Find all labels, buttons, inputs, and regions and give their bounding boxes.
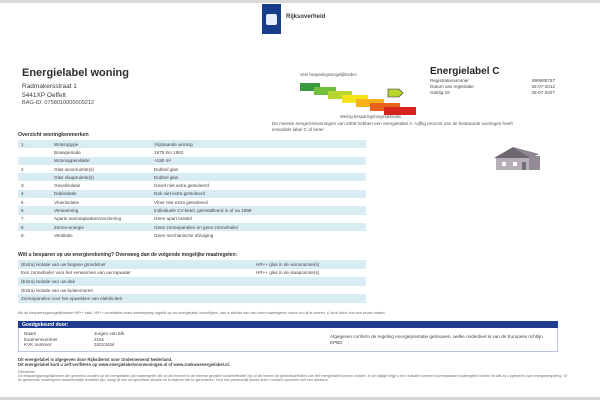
characteristic-value: Geen apart toestel	[154, 216, 192, 222]
characteristic-label: Dakisolatie	[54, 191, 77, 197]
address-line-2: 5441XP Oeffelt	[22, 92, 66, 99]
row-number: 3.	[21, 183, 25, 189]
characteristic-row	[18, 206, 366, 214]
characteristic-row	[18, 190, 366, 198]
characteristic-value: Geen mechanische afzuiging	[154, 232, 214, 238]
characteristic-value: Dubbel glas	[154, 166, 179, 172]
disclaimer	[18, 370, 568, 382]
characteristics-title: Overzicht woningkenmerken	[18, 132, 89, 138]
approver-value: 34013444	[94, 342, 115, 347]
row-number	[18, 157, 51, 165]
characteristic-label: Vloerisolatie	[54, 199, 80, 205]
characteristic-label: Glas woonruimte(s)	[54, 166, 94, 172]
improvement-note	[253, 277, 366, 286]
address-line-1: Radmakersstraat 1	[22, 83, 77, 90]
meta-value: 899985787	[532, 78, 555, 83]
row-number: 9.	[21, 232, 25, 238]
approved-title: Goedgekeurd door:	[22, 322, 69, 328]
approver-key: Examennummer	[24, 336, 58, 342]
characteristic-value: Dak niet extra geïsoleerd	[154, 191, 206, 197]
meta-value: 28-07-2027	[531, 90, 555, 96]
scale-caption-bottom: Weinig besparingsmogelijkheden	[340, 114, 402, 119]
approved-header-bar	[18, 321, 558, 328]
bag-id: BAG-ID: 0758010000009212	[22, 100, 95, 106]
house-icon	[489, 142, 545, 173]
characteristic-label: Bouwperiode	[54, 149, 81, 155]
improvement-note	[253, 286, 366, 295]
characteristic-value: Individuele CV-ketel, geïnstalleerd in of na 1998	[154, 208, 252, 214]
characteristics-table	[18, 140, 366, 240]
improvement-note: HR++ glas in de woonruimte(s)	[256, 261, 320, 267]
approver-kvk-row	[24, 342, 154, 348]
brand-name: Rijksoverheid	[286, 14, 326, 20]
improvement-measure: (Extra) isolatie van uw buitenmuren	[21, 287, 94, 293]
characteristic-value: +190 m²	[154, 158, 171, 164]
improvement-note: HR++ glas in de slaapruimte(s)	[256, 270, 320, 276]
energy-label-heading: Energielabel C	[430, 66, 500, 77]
valid-until-row	[430, 90, 555, 96]
row-number: 7.	[21, 216, 25, 222]
verify-line: Dit energielabel kunt u zelf verifiëren op www.energielabelvoorwoningen.nl of www.zoekuwenergielabel.nl.	[18, 362, 230, 367]
approver-key: Naam	[24, 331, 37, 336]
row-number	[18, 173, 51, 181]
characteristic-label: Glas slaapruimte(s)	[54, 174, 94, 180]
row-number: 4.	[21, 191, 25, 197]
characteristic-row	[18, 140, 366, 148]
characteristic-value: Vloer niet extra geïsoleerd	[154, 199, 208, 205]
improvement-row	[18, 260, 366, 269]
row-number: 1.	[21, 141, 25, 147]
improvement-row	[18, 294, 366, 303]
current-label-marker	[388, 89, 403, 97]
scan-edge-top	[0, 0, 600, 3]
approver-key: KVK nummer	[24, 342, 52, 347]
disclaimer-text: De besparingsmogelijkheden die genoemd worden op dit energielabel zijn maatregelen die op dit moment in de meeste gevallen kosteneffectief zijn of die binnen de gebiedsdefinities van het energielabel kunnen worden. In de bijlage krijgt u een indicatie hoeveel bovenstaande maatregelen kosten en wat zij u opleveren aan energiebesparing. Of de genoemde maatregelen daadwerkelijk rendabel zijn, hangt af van uw specifieke situatie en is daarom niet te garanderen. Voor een persoonlijk advies kunt u contact opnemen met een adviseur.	[18, 374, 568, 383]
characteristic-label: Woonoppervlakte	[54, 158, 90, 164]
characteristic-value: Dubbel glas	[154, 174, 179, 180]
improvement-measure: Zonnepanelen voor het opwekken van elektriciteit	[21, 296, 122, 302]
characteristic-label: Gevelisolatie	[54, 183, 81, 189]
characteristic-row	[18, 231, 366, 239]
characteristic-row	[18, 165, 366, 173]
meta-key: Datum van registratie	[430, 84, 474, 90]
characteristic-row	[18, 157, 366, 165]
improvement-measure: (Extra) isolatie van uw begane grondvloer	[21, 261, 106, 267]
energy-label-scale	[276, 79, 426, 115]
meta-key: Registratienummer	[430, 78, 469, 83]
characteristic-row	[18, 198, 366, 206]
meta-value: 28-07-2012	[531, 84, 555, 90]
characteristic-label: Verwarming	[54, 208, 79, 214]
issuer-line: Dit energielabel is afgegeven door Rijksdienst voor Ondernemend Nederland.	[18, 357, 173, 362]
characteristic-row	[18, 215, 366, 223]
improvements-question: Wilt u besparen op uw energierekening? Overweeg dan de volgende mogelijke maatregelen:	[18, 252, 238, 258]
meta-key: Geldig tot	[430, 90, 450, 96]
characteristic-value: Gevel niet extra geïsoleerd	[154, 183, 209, 189]
characteristic-value: Vrijstaande woning	[154, 141, 193, 147]
approver-value: Jurgen van Elk	[94, 331, 125, 336]
approval-note: Afgegeven conform de regeling energieprestatie gebouwen, welke onderdeel is van de Europese richtlijn EPBD	[330, 334, 543, 345]
improvements-footnote: Als de bespaeringsmogelijkheden HR++-kaal, HR++-combiketel zoals warmtepomp lageldt op uw energielabel verschijnen, dan is slechts één van deze maatregelen zinvol om uit te voeren. U kunt hierin dus een keuze maken.	[18, 311, 386, 315]
row-number: 2.	[21, 166, 25, 172]
row-number: 8.	[21, 224, 25, 230]
improvement-measure: (Extra) isolatie van uw dak	[21, 278, 75, 284]
characteristic-row	[18, 223, 366, 231]
improvement-row	[18, 286, 366, 295]
characteristic-row	[18, 173, 366, 181]
approver-details	[24, 331, 154, 348]
row-number	[18, 148, 51, 156]
disclaimer-title: Disclaimer	[18, 370, 35, 374]
characteristic-label: Ventilatie	[54, 232, 73, 238]
characteristic-value: 1975 t/m 1982	[154, 149, 184, 155]
row-number: 5.	[21, 199, 25, 205]
improvement-measure: Een zonneboiler voor het verwarmen van uw tapwater	[21, 270, 131, 276]
approver-value: 2161	[94, 336, 105, 342]
label-meta	[430, 78, 555, 97]
characteristic-row	[18, 148, 366, 156]
document-title: Energielabel woning	[22, 67, 129, 79]
row-number: 6.	[21, 208, 25, 214]
improvements-table	[18, 260, 366, 303]
improvement-note	[253, 294, 366, 303]
characteristic-row	[18, 181, 366, 189]
improvement-row	[18, 269, 366, 278]
characteristic-label: Aparte warmtapwatervoorziening	[54, 216, 122, 222]
scale-caption-top: Veel besparingsmogelijkheden	[300, 72, 357, 77]
improvement-row	[18, 277, 366, 286]
label-intro-text: De meeste eengezinswoningen van 2006 hebben een energielabel A. Vijftig procent van de bestaande woningen heeft inmiddels label C of beter.	[272, 121, 513, 132]
crest-icon	[266, 14, 277, 25]
characteristic-value: Geen zonnepanelen en geen zonneboiler	[154, 224, 239, 230]
characteristic-label: Zonne-energie	[54, 224, 84, 230]
issuer-footer	[18, 357, 558, 367]
characteristic-label: Woningtype	[54, 141, 79, 147]
